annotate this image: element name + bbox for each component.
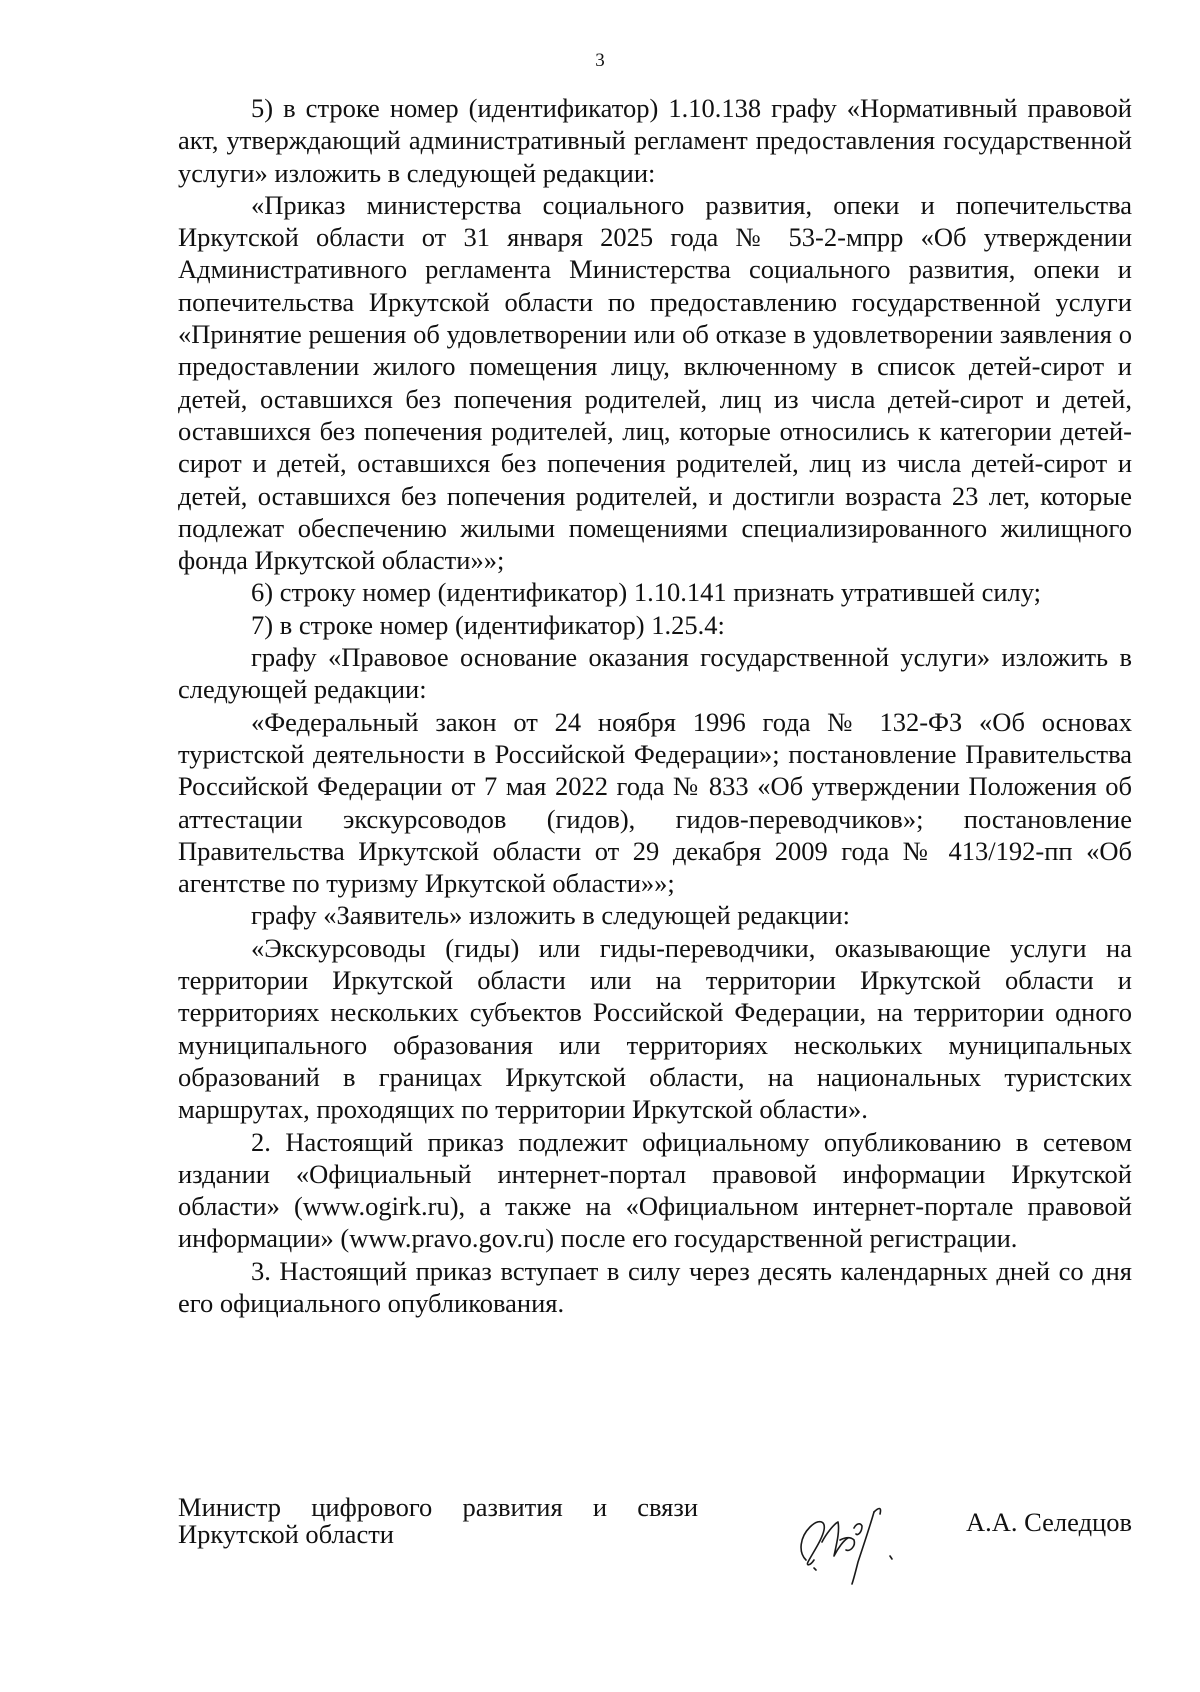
paragraph-grafu-pravovoe: графу «Правовое основание оказания государственной услуги» изложить в следующей редакции:: [178, 642, 1132, 705]
paragraph-item-6: 6) строку номер (идентификатор) 1.10.141 признать утратившей силу;: [251, 577, 1042, 608]
page-number: 3: [595, 50, 605, 71]
signer-name: А.А. Селедцов: [966, 1507, 1132, 1537]
paragraph-grafu-zayavitel: графу «Заявитель» изложить в следующей редакции:: [251, 900, 850, 931]
paragraph-point-2: 2. Настоящий приказ подлежит официальному опубликованию в сетевом издании «Официальный интернет-портал правовой информации Иркутской области» (www.ogirk.ru), а также на «Официальном интернет-портале правовой информации» (www.pravo.gov.ru) после его государственной регистрации.: [178, 1126, 1132, 1254]
signer-title-line-1: Министр цифрового развития и связи: [178, 1492, 698, 1522]
signature-block: [178, 1494, 1132, 1604]
document-body: [178, 92, 1132, 1319]
paragraph-item-7: 7) в строке номер (идентификатор) 1.25.4:: [251, 609, 725, 640]
paragraph-point-3: 3. Настоящий приказ вступает в силу через десять календарных дней со дня его официального опубликования.: [178, 1255, 1132, 1318]
handwritten-signature-icon: [778, 1482, 928, 1592]
signer-title-line-2: Иркутской области: [178, 1519, 394, 1549]
paragraph-prikaz-minsoc: «Приказ министерства социального развития, опеки и попечительства Иркутской области от 31 января 2025 года № 53-2-мпрр «Об утверждении Административного регламента Министерства социального развития, опеки и попечительства Иркутской области по предоставлению государственной услуги «Принятие решения об удовлетворении или об отказе в удовлетворении заявления о предоставлении жилого помещения лицу, включенному в список детей-сирот и детей, оставшихся без попечения родителей, лиц из числа детей-сирот и детей, оставшихся без попечения родителей, лиц, которые относились к категории детей-сирот и детей, оставшихся без попечения родителей, лиц из числа детей-сирот и детей, оставшихся без попечения родителей, и достигли возраста 23 лет, которые подлежат обеспечению жилыми помещениями специализированного жилищного фонда Иркутской области»»;: [178, 189, 1132, 576]
paragraph-federal-law: «Федеральный закон от 24 ноября 1996 года № 132-ФЗ «Об основах туристской деятельности в Российской Федерации»; постановление Правительства Российской Федерации от 7 мая 2022 года № 833 «Об утверждении Положения об аттестации экскурсоводов (гидов), гидов-переводчиков»; постановление Правительства Иркутской области от 29 декабря 2009 года № 413/192-пп «Об агентстве по туризму Иркутской области»»;: [178, 706, 1132, 899]
paragraph-ekskursovody: «Экскурсоводы (гиды) или гиды-переводчики, оказывающие услуги на территории Иркутской области или на территории Иркутской области и территориях нескольких субъектов Российской Федерации, на территории одного муниципального образования или территориях нескольких муниципальных образований в границах Иркутской области, на национальных туристских маршрутах, проходящих по территории Иркутской области».: [178, 932, 1132, 1125]
signer-title: [178, 1494, 698, 1548]
paragraph-item-5: 5) в строке номер (идентификатор) 1.10.138 графу «Нормативный правовой акт, утверждающий административный регламент предоставления государственной услуги» изложить в следующей редакции:: [178, 93, 1132, 188]
